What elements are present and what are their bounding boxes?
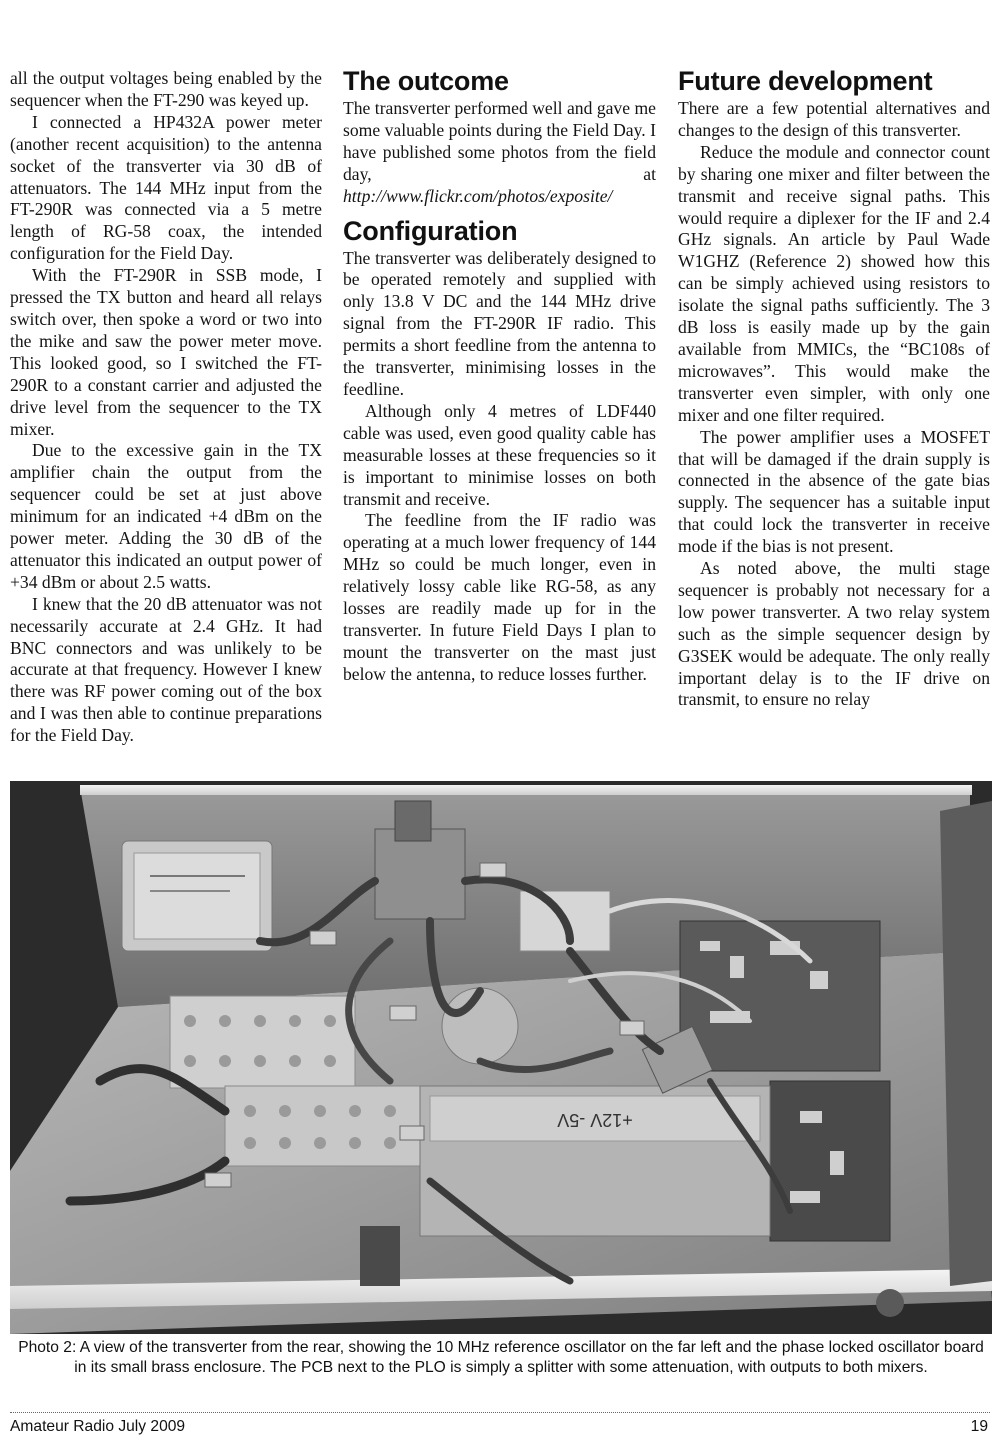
heading-future-development: Future development	[678, 66, 933, 96]
paragraph: With the FT-290R in SSB mode, I pressed the TX button and heard all relays switch over, then spoke a word or two into the mike and saw the power meter move. This looked good, so I switched the FT-290R to a constant carrier and adjusted the drive level from the sequencer to the TX mixer.	[10, 265, 322, 439]
top-rail	[80, 785, 972, 795]
rear-connector	[360, 1226, 400, 1286]
paragraph: As noted above, the multi stage sequencer is probably not necessary for a low power transverter. A two relay system such as the simple sequencer design by G3SEK would be adequate. The only really important delay is to the IF drive on transmit, to ensure no relay	[678, 558, 990, 710]
heading-configuration: Configuration	[343, 215, 518, 246]
paragraph: The feedline from the IF radio was operating at a much lower frequency of 144 MHz so could be much longer, even in relatively lossy cable like RG-58, as any losses are readily made up for in the transverter. In future Field Days I plan to mount the transverter on the mast just below the antenna, to reduce losses further.	[343, 510, 656, 684]
module-label: +12V -5V	[557, 1110, 633, 1130]
flickr-link[interactable]: http://www.flickr.com/photos/exposite/	[343, 185, 613, 206]
paragraph: I connected a HP432A power meter (another recent acquisition) to the antenna socket of the transverter via 30 dB of attenuators. The 144 MHz input from the FT-290R was connected via a 5 metre length of RG-58 coax, the intended configuration for the Field Day.	[10, 111, 322, 264]
paragraph: The power amplifier uses a MOSFET that will be damaged if the drain supply is connected in the absence of the gate bias supply. The sequencer has a suitable input that could lock the transverter in receive mode if the bias is not present.	[678, 426, 990, 557]
paragraph: The transverter was deliberately designed to be operated remotely and supplied with only 13.8 V DC and the 144 MHz drive signal from the FT-290R IF radio. This permits a short feedline from the antenna to the transverter, minimising losses in the feedline.	[343, 247, 656, 399]
paragraph: Although only 4 metres of LDF440 cable was used, even good quality cable has measurable losses at these frequencies so it is important to minimise losses on both transmit and receive.	[343, 400, 656, 509]
column-2	[343, 66, 656, 686]
plo-enclosure	[375, 829, 465, 919]
paragraph: all the output voltages being enabled by the sequencer when the FT-290 was keyed up.	[10, 68, 322, 110]
rear-socket	[876, 1289, 904, 1317]
column-1	[10, 68, 322, 747]
heading-the-outcome: The outcome	[343, 66, 509, 96]
outcome-text: The transverter performed well and gave me some valuable points during the Field Day. I have published some photos from the field day, at	[343, 98, 656, 184]
paragraph: There are a few potential alternatives and changes to the design of this transverter.	[678, 98, 990, 140]
page-number: 19	[970, 1418, 988, 1435]
paragraph: Due to the excessive gain in the TX amplifier chain the output from the sequencer could be set at just above minimum for an indicated +4 dBm on the power meter. Adding the 30 dB of the attenuator this indicated an output power of +34 dBm or about 2.5 watts.	[10, 440, 322, 592]
oscillator-label-area	[134, 853, 260, 939]
plo-connector	[395, 801, 431, 841]
filter-lower	[225, 1086, 430, 1166]
mixer-disc	[442, 988, 518, 1064]
paragraph: Reduce the module and connector count by sharing one mixer and filter between the transmit and receive signal paths. This would require a diplexer for the IF and 2.4 GHz signals. An article by Paul Wade W1GHZ (Reference 2) showed how this can be simply achieved using resistors to isolate the signal paths sufficiently. The 3 dB loss is easily made up by the gain available from MMICs, the “BC108s of microwaves”. This would make the transverter even simpler, with only one mixer and one filter required.	[678, 141, 990, 425]
footer-divider	[10, 1412, 990, 1413]
paragraph: I knew that the 20 dB attenuator was not necessarily accurate at 2.4 GHz. It had BNC connectors and was unlikely to be accurate at that frequency. However I knew there was RF power coming out of the box and I was then able to continue preparations for the Field Day.	[10, 593, 322, 746]
filter-upper	[170, 996, 355, 1088]
paragraph	[343, 98, 656, 208]
footer-publication: Amateur Radio July 2009	[10, 1418, 186, 1435]
photo-caption: Photo 2: A view of the transverter from the rear, showing the 10 MHz reference oscillator on the far left and the phase locked oscillator board in its small brass enclosure. The PCB next to the PLO is simply a splitter with some attenuation, with outputs to both mixers.	[18, 1339, 984, 1376]
transverter-photo	[10, 781, 992, 1334]
column-3	[678, 66, 990, 711]
